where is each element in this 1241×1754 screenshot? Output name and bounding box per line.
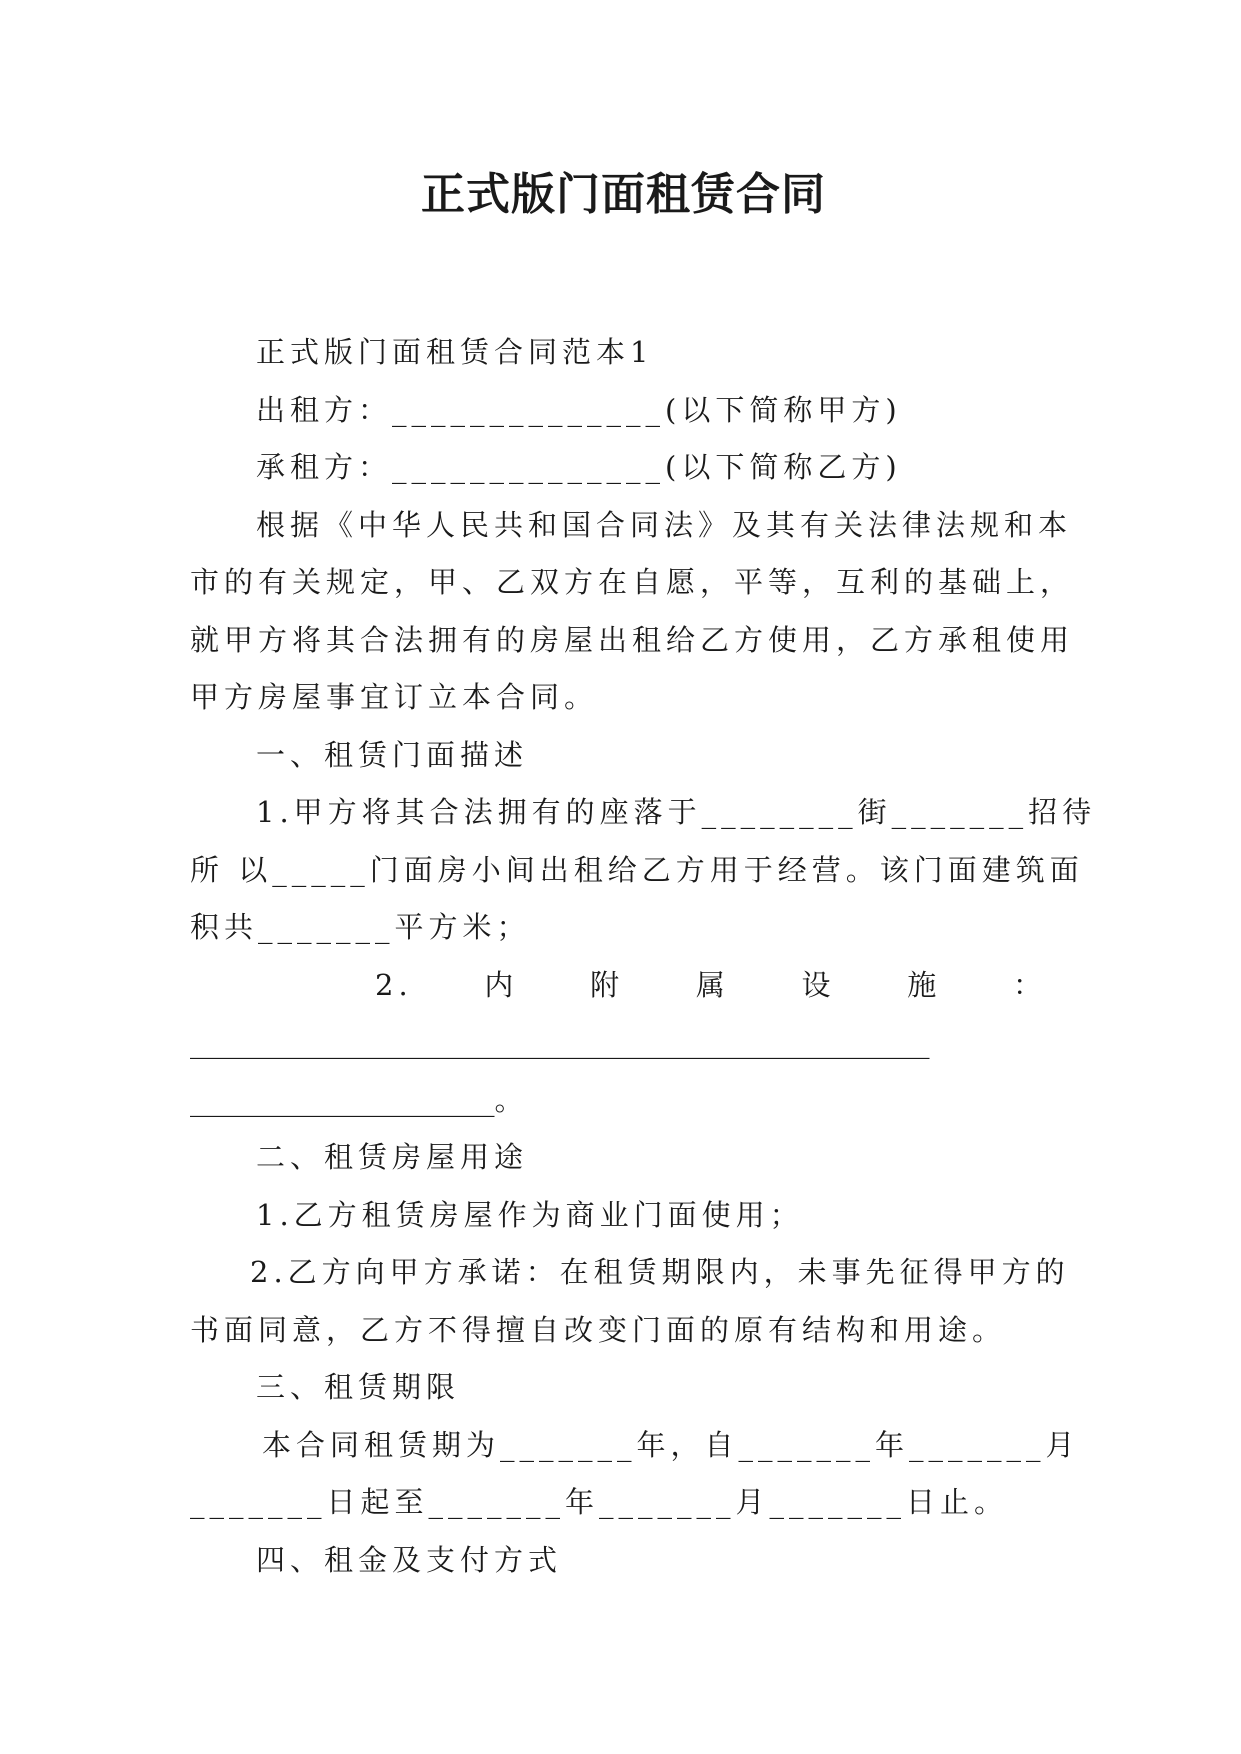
clause-3-line-2: _______日起至_______年_______月_______日止。: [190, 1485, 1009, 1519]
preamble-line-3: 就甲方将其合法拥有的房屋出租给乙方使用，乙方承租使用: [190, 622, 1075, 657]
preamble-line-2: 市的有关规定，甲、乙双方在自愿，平等，互利的基础上，: [190, 565, 1075, 599]
clause-2-2-line-2: 书面同意，乙方不得擅自改变门面的原有结构和用途。: [190, 1312, 1007, 1347]
section-heading-4: 四、租金及支付方式: [256, 1542, 563, 1577]
contract-subtitle: 正式版门面租赁合同范本1: [256, 335, 654, 369]
document-title: 正式版门面租赁合同: [421, 169, 826, 220]
preamble-line-4: 甲方房屋事宜订立本合同。: [190, 680, 599, 714]
clause-2-1: 1.乙方租赁房屋作为商业门面使用；: [256, 1197, 804, 1232]
preamble-line-1: 根据《中华人民共和国合同法》及其有关法律法规和本: [256, 507, 1073, 542]
section-heading-1: 一、租赁门面描述: [256, 737, 529, 772]
lessor-line: 出租方：______________(以下简称甲方): [256, 392, 902, 427]
clause-1-2-line-1: 2. 内 附 属 设 施 ：: [375, 967, 1047, 1002]
document-body: [190, 324, 1097, 1589]
section-heading-2: 二、租赁房屋用途: [256, 1140, 529, 1174]
clause-1-1-line-2: 所 以_____门面房小间出租给乙方用于经营。该门面建筑面: [190, 852, 1084, 887]
clause-3-line-1: 本合同租赁期为_______年，自_______年_______月: [262, 1427, 1080, 1462]
clause-1-1-line-3: 积共_______平方米；: [190, 910, 531, 944]
clause-1-2-blank-line: ___________________________________________________: [190, 1025, 930, 1059]
lessee-line: 承租方：______________(以下简称乙方): [256, 450, 902, 484]
section-heading-3: 三、租赁期限: [256, 1370, 461, 1404]
clause-2-2-line-1: 2.乙方向甲方承诺：在租赁期限内，未事先征得甲方的: [250, 1255, 1070, 1289]
clause-1-2-line-end: _____________________。: [190, 1082, 524, 1117]
clause-1-1-line-1: 1.甲方将其合法拥有的座落于________街_______招待: [256, 795, 1097, 829]
